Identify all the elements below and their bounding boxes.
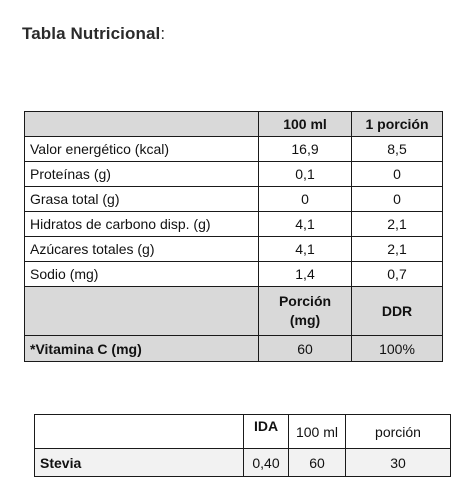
nutrition-row-energy bbox=[25, 137, 443, 162]
row-label: *Vitamina C (mg) bbox=[25, 336, 259, 362]
header-blank-cell bbox=[25, 112, 259, 137]
header-porcion: porción bbox=[346, 415, 451, 449]
page-title-colon: : bbox=[160, 24, 166, 43]
header-100ml: 100 ml bbox=[259, 112, 352, 137]
page-title bbox=[22, 24, 165, 44]
row-value-100ml: 4,1 bbox=[259, 237, 352, 262]
nutrition-table bbox=[24, 111, 443, 362]
row-value-100ml: 0,1 bbox=[259, 162, 352, 187]
nutrition-row-protein bbox=[25, 162, 443, 187]
subheader-ddr: DDR bbox=[352, 287, 443, 336]
subheader-porcion-mg bbox=[259, 287, 352, 336]
row-value-portion: 2,1 bbox=[352, 237, 443, 262]
row-label: Stevia bbox=[35, 449, 244, 477]
row-label: Hidratos de carbono disp. (g) bbox=[25, 212, 259, 237]
row-value-portion: 0 bbox=[352, 187, 443, 212]
sweetener-row-stevia bbox=[35, 449, 451, 477]
subheader-blank-cell bbox=[25, 287, 259, 336]
row-value-100ml: 0 bbox=[259, 187, 352, 212]
row-value-100ml: 16,9 bbox=[259, 137, 352, 162]
nutrition-row-sodium bbox=[25, 262, 443, 287]
sweetener-table bbox=[34, 414, 451, 477]
row-value-portion: 60 bbox=[259, 336, 352, 362]
row-value-portion: 8,5 bbox=[352, 137, 443, 162]
nutrition-row-vitamin-c bbox=[25, 336, 443, 362]
header-100ml: 100 ml bbox=[289, 415, 346, 449]
nutrition-row-sugars bbox=[25, 237, 443, 262]
row-value-100ml: 1,4 bbox=[259, 262, 352, 287]
row-value-100ml: 60 bbox=[289, 449, 346, 477]
row-value-100ml: 4,1 bbox=[259, 212, 352, 237]
row-value-portion: 2,1 bbox=[352, 212, 443, 237]
row-label: Valor energético (kcal) bbox=[25, 137, 259, 162]
row-value-ida: 0,40 bbox=[244, 449, 289, 477]
header-ida: IDA bbox=[244, 415, 289, 449]
subheader-porcion-line2: (mg) bbox=[289, 312, 321, 328]
nutrition-row-carbs bbox=[25, 212, 443, 237]
nutrition-row-fat bbox=[25, 187, 443, 212]
row-value-ddr: 100% bbox=[352, 336, 443, 362]
row-value-portion: 30 bbox=[346, 449, 451, 477]
header-1-porcion: 1 porción bbox=[352, 112, 443, 137]
row-label: Proteínas (g) bbox=[25, 162, 259, 187]
subheader-porcion-line1: Porción bbox=[278, 293, 332, 309]
row-value-portion: 0 bbox=[352, 162, 443, 187]
row-label: Grasa total (g) bbox=[25, 187, 259, 212]
row-label: Azúcares totales (g) bbox=[25, 237, 259, 262]
page-title-text: Tabla Nutricional bbox=[22, 24, 161, 43]
row-label: Sodio (mg) bbox=[25, 262, 259, 287]
nutrition-subheader-row bbox=[25, 287, 443, 336]
nutrition-header-row bbox=[25, 112, 443, 137]
row-value-portion: 0,7 bbox=[352, 262, 443, 287]
sweetener-header-blank bbox=[35, 415, 244, 449]
sweetener-header-row bbox=[35, 415, 451, 449]
